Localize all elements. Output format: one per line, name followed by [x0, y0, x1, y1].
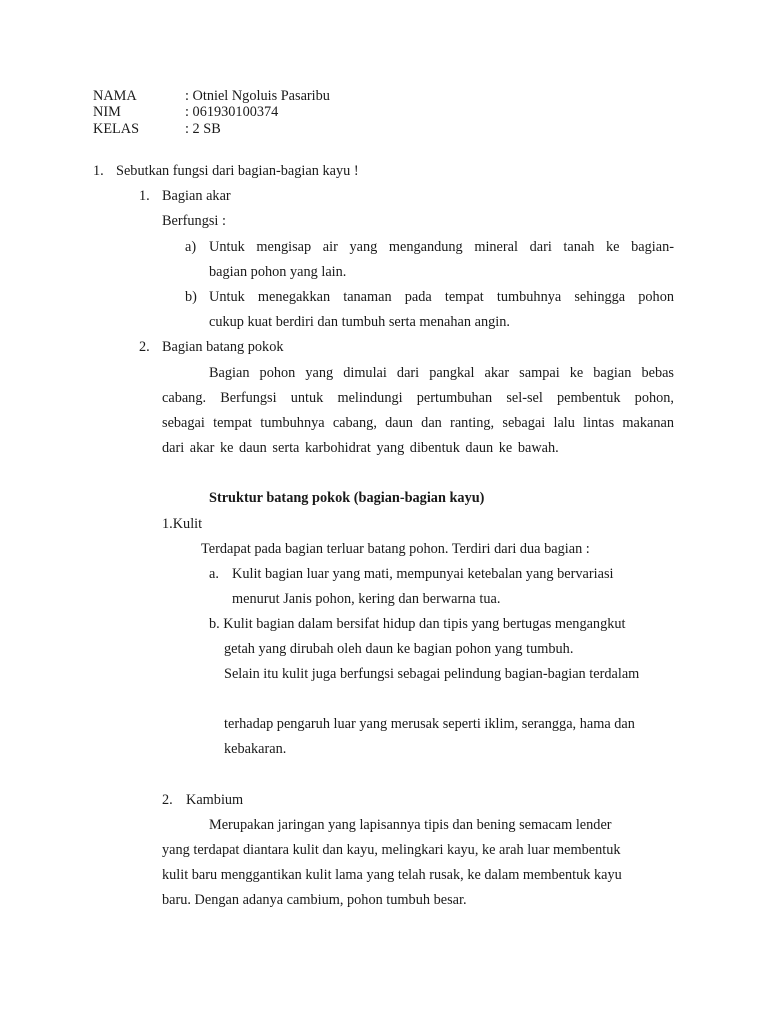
batang-number: 2.	[139, 339, 150, 355]
question-text: Sebutkan fungsi dari bagian-bagian kayu !	[116, 163, 359, 179]
kulit-a-marker: a.	[209, 566, 219, 582]
akar-a-line2: bagian pohon yang lain.	[209, 264, 347, 280]
question-number: 1.	[93, 163, 104, 179]
kulit-b-line4: terhadap pengaruh luar yang merusak seperti iklim, serangga, hama dan	[224, 716, 635, 732]
akar-intro: Berfungsi :	[162, 213, 226, 229]
akar-a-line1: Untuk mengisap air yang mengandung mineral dari tanah ke bagian-	[209, 239, 674, 255]
nama-label: NAMA	[93, 88, 137, 104]
kambium-paragraph-line1: Merupakan jaringan yang lapisannya tipis dan bening semacam lender	[209, 817, 612, 833]
struktur-heading: Struktur batang pokok (bagian-bagian kayu)	[209, 490, 485, 506]
akar-b-line1: Untuk menegakkan tanaman pada tempat tumbuhnya sehingga pohon	[209, 289, 674, 305]
kelas-label: KELAS	[93, 121, 140, 137]
kulit-b-line1: b. Kulit bagian dalam bersifat hidup dan tipis yang bertugas mengangkut	[209, 616, 626, 632]
akar-title: Bagian akar	[162, 188, 231, 204]
akar-number: 1.	[139, 188, 150, 204]
batang-paragraph-line4: dari akar ke daun serta karbohidrat yang dibentuk daun ke bawah.	[162, 440, 559, 456]
akar-a-marker: a)	[185, 239, 197, 255]
batang-paragraph-line3: sebagai tempat tumbuhnya cabang, daun dan ranting, sebagai lalu lintas makanan	[162, 415, 674, 431]
nim-label: NIM	[93, 104, 121, 120]
kelas-value: : 2 SB	[185, 121, 221, 137]
batang-paragraph-line2: cabang. Berfungsi untuk melindungi pertumbuhan sel-sel pembentuk pohon,	[162, 390, 674, 406]
kambium-number: 2.	[162, 792, 173, 808]
kulit-b-line2: getah yang dirubah oleh daun ke bagian pohon yang tumbuh.	[224, 641, 574, 657]
kulit-b-line3: Selain itu kulit juga berfungsi sebagai pelindung bagian-bagian terdalam	[224, 666, 640, 682]
kulit-b-line5: kebakaran.	[224, 741, 287, 757]
kulit-a-line1: Kulit bagian luar yang mati, mempunyai ketebalan yang bervariasi	[232, 566, 614, 582]
kambium-paragraph-line4: baru. Dengan adanya cambium, pohon tumbuh besar.	[162, 892, 467, 908]
nama-value: : Otniel Ngoluis Pasaribu	[185, 88, 330, 104]
kulit-intro: Terdapat pada bagian terluar batang pohon. Terdiri dari dua bagian :	[201, 541, 590, 557]
batang-paragraph-line1: Bagian pohon yang dimulai dari pangkal akar sampai ke bagian bebas	[209, 365, 674, 381]
kambium-paragraph-line3: kulit baru menggantikan kulit lama yang telah rusak, ke dalam membentuk kayu	[162, 867, 622, 883]
akar-b-marker: b)	[185, 289, 197, 305]
nim-value: : 061930100374	[185, 104, 279, 120]
kulit-a-line2: menurut Janis pohon, kering dan berwarna tua.	[232, 591, 501, 607]
batang-title: Bagian batang pokok	[162, 339, 284, 355]
kulit-title: 1.Kulit	[162, 516, 203, 532]
akar-b-line2: cukup kuat berdiri dan tumbuh serta menahan angin.	[209, 314, 510, 330]
kambium-paragraph-line2: yang terdapat diantara kulit dan kayu, melingkari kayu, ke arah luar membentuk	[162, 842, 621, 858]
kambium-title: Kambium	[186, 792, 244, 808]
